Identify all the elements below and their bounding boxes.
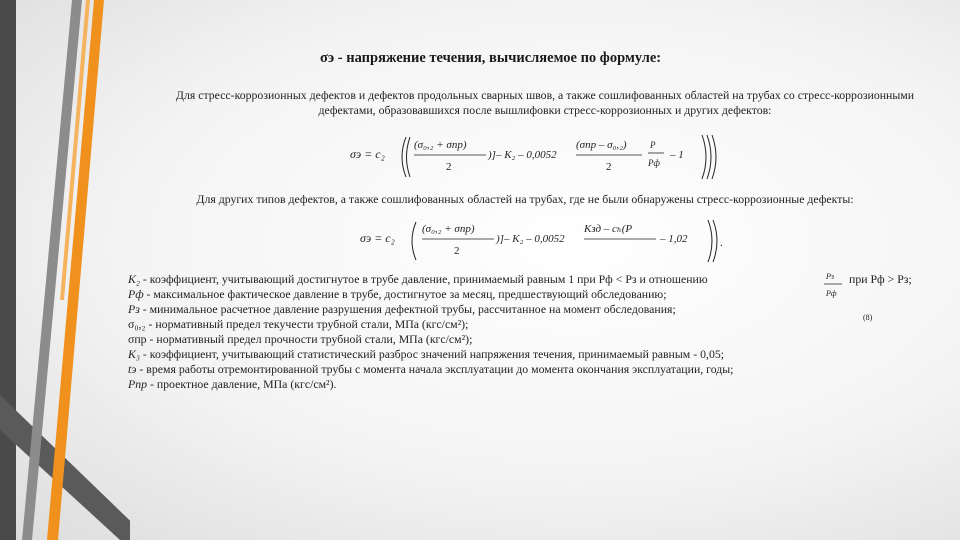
definition-symbol: tэ — [128, 362, 137, 376]
formula1-lhs: σэ = c₂ — [350, 147, 385, 161]
formula1-term-b: (σпр – σ₀,₂) — [576, 139, 627, 151]
formula2-k-term: )]– K₂ – 0,0052 — [496, 233, 565, 245]
formula2-half: 2 — [454, 245, 460, 257]
definition-symbol: K₂ — [128, 272, 140, 286]
formula1-k-term: )]– K₂ – 0,0052 — [488, 149, 557, 161]
definition-pz — [128, 302, 858, 317]
definition-k3 — [128, 347, 858, 362]
definition-ppr — [128, 377, 858, 392]
definition-symbol: Pпр — [128, 377, 148, 391]
definition-text: - минимальное расчетное давление разрушения дефектной трубы, рассчитанное на момент обследования; — [139, 302, 676, 316]
side-ratio — [822, 268, 844, 302]
equation-number: (8) — [863, 313, 873, 322]
formula2-bracket-left — [412, 222, 416, 260]
definition-text: - коэффициент, учитывающий статистический разброс значений напряжения течения, принимаемый равным - 0,05; — [139, 347, 725, 361]
definition-text: - коэффициент, учитывающий достигнутое в трубе давление, принимаемый равным 1 при Pф < Pз и отношению — [139, 272, 708, 286]
formula2-term-a: (σ₀,₂ + σпр) — [422, 223, 475, 235]
formula2-end: . — [720, 237, 723, 249]
formula2-tail: – 1,02 — [660, 233, 688, 245]
definition-symbol: K₃ — [128, 347, 140, 361]
definition-symbol: Pз — [128, 302, 140, 316]
formula-other-defects — [360, 218, 730, 264]
formula1-ratio-top: P — [650, 140, 656, 150]
definition-pf — [128, 287, 858, 302]
definition-text: - время работы отремонтированной трубы с момента начала эксплуатации до момента окончания эксплуатации, годы; — [136, 362, 734, 376]
formula-stress-corrosion — [350, 133, 730, 181]
definition-text: - нормативный предел текучести трубной стали, МПа (кгс/см²); — [145, 317, 469, 331]
formula1-bracket-right — [702, 135, 706, 179]
definition-symbol: σпр — [128, 332, 147, 346]
definition-text: - нормативный предел прочности трубной стали, МПа (кгс/см²); — [146, 332, 473, 346]
stripe-dark-left — [0, 0, 16, 540]
formula1-ratio-bot: Pф — [648, 158, 660, 168]
formula1-bracket-left — [402, 137, 406, 177]
definitions-list — [128, 272, 858, 392]
definition-text: - проектное давление, МПа (кгс/см²). — [147, 377, 337, 391]
definition-text: - максимальное фактическое давление в трубе, достигнутое за месяц, предшествующий обследованию; — [143, 287, 667, 301]
paragraph-stress-corrosion: Для стресс-коррозионных дефектов и дефектов продольных сварных швов, а также сошлифованных областей на трубах со стресс-коррозионными дефектами, образовавшихся после вышлифовки стресс-коррозионных и других дефектов: — [175, 88, 915, 117]
definition-sigmapr — [128, 332, 858, 347]
definition-symbol: Pф — [128, 287, 144, 301]
decorative-stripes — [0, 0, 130, 540]
formula1-minus: – 1 — [670, 149, 684, 161]
paragraph-other-defects: Для других типов дефектов, а также сошлифованных областей на трубах, где не были обнаружены стресс-коррозионные дефекты: — [196, 192, 854, 206]
definition-symbol: σ₀,₂ — [128, 317, 146, 331]
formula2-bracket-right — [708, 220, 712, 262]
formula2-term-b: Kзд – cₕ(P — [584, 223, 633, 235]
page-title: σэ - напряжение течения, вычисляемое по формуле: — [320, 50, 662, 66]
formula1-term-a: (σ₀,₂ + σпр) — [414, 139, 467, 151]
formula1-half: 2 — [446, 161, 452, 173]
definition-te — [128, 362, 858, 377]
side-ratio-top: Pз — [826, 272, 835, 281]
definition-sigma02 — [128, 317, 858, 332]
definition-k2 — [128, 272, 858, 287]
side-condition: при Pф > Pз; — [849, 272, 912, 286]
formula1-tail: 2 — [606, 161, 612, 173]
formula2-lhs: σэ = c₂ — [360, 231, 395, 245]
side-ratio-bot: Pф — [826, 289, 837, 298]
